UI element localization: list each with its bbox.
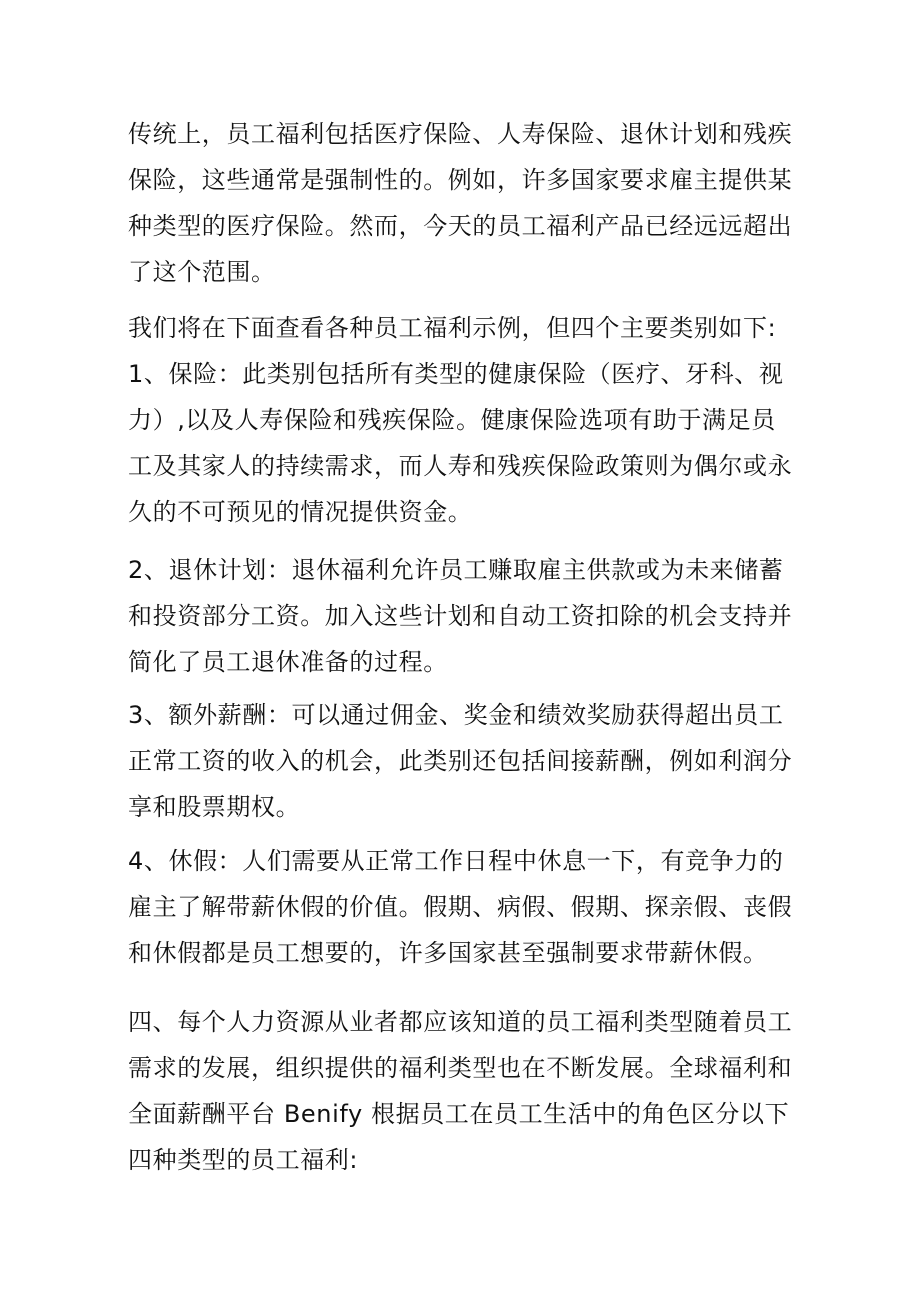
- paragraph-retirement-plan: 2、退休计划：退休福利允许员工赚取雇主供款或为未来储蓄和投资部分工资。加入这些计划和自动工资扣除的机会支持并简化了员工退休准备的过程。: [128, 556, 793, 676]
- paragraph-traditional-benefits: 传统上，员工福利包括医疗保险、人寿保险、退休计划和残疾保险，这些通常是强制性的。例如，许多国家要求雇主提供某种类型的医疗保险。然而，今天的员工福利产品已经远远超出了这个范围。: [128, 120, 793, 286]
- paragraph-extra-compensation: 3、额外薪酬：可以通过佣金、奖金和绩效奖励获得超出员工正常工资的收入的机会，此类别还包括间接薪酬，例如利润分享和股票期权。: [128, 701, 793, 821]
- paragraph-benefit-types: 四、每个人力资源从业者都应该知道的员工福利类型随着员工需求的发展，组织提供的福利类型也在不断发展。全球福利和全面薪酬平台 Benify 根据员工在员工生活中的角色区分以下四种类型的员工福利:: [128, 1008, 793, 1174]
- paragraph-main-categories-insurance: 我们将在下面查看各种员工福利示例，但四个主要类别如下:1、保险：此类别包括所有类型的健康保险（医疗、牙科、视力）,以及人寿保险和残疾保险。健康保险选项有助于满足员工及其家人的持续需求，而人寿和残疾保险政策则为偶尔或永久的不可预见的情况提供资金。: [128, 314, 793, 526]
- paragraph-time-off: 4、休假：人们需要从正常工作日程中休息一下，有竞争力的雇主了解带薪休假的价值。假期、病假、假期、探亲假、丧假和休假都是员工想要的，许多国家甚至强制要求带薪休假。: [128, 847, 793, 967]
